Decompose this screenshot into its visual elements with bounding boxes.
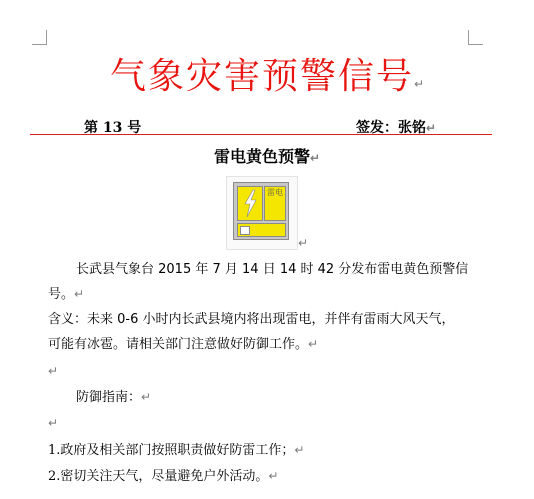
- meaning-line1: 含义：未来 0-6 小时内长武县境内将出现雷电，并伴有雷雨大风天气，: [48, 312, 455, 327]
- document-title-text: 气象灾害预警信号: [109, 56, 414, 97]
- issue-number: 第 13 号: [84, 120, 142, 136]
- red-divider: [30, 134, 492, 135]
- guide-item-1: [48, 439, 304, 462]
- guide-item-2: [48, 465, 278, 488]
- warning-title-text: 雷电黄色预警: [213, 147, 310, 166]
- paragraph-mark: ↵: [426, 121, 437, 135]
- paragraph-mark: ↵: [48, 364, 59, 378]
- page-corner-top-left: [32, 30, 47, 45]
- icon-footer-bar: [237, 223, 286, 237]
- lightning-yellow-warning-icon: [226, 176, 298, 250]
- paragraph-mark: ↵: [141, 390, 152, 404]
- warning-title: [0, 144, 534, 167]
- paragraph-mark: ↵: [309, 151, 321, 165]
- paragraph-mark: ↵: [298, 236, 309, 250]
- paragraph-mark: ↵: [294, 443, 305, 457]
- signer-text: 签发：张铭: [356, 120, 426, 136]
- paragraph-mark: ↵: [48, 416, 59, 430]
- release-statement-line1: 长武县气象台 2015 年 7 月 14 日 14 时 42 分发布雷电黄色预警信: [76, 262, 469, 277]
- empty-paragraph: [48, 360, 58, 383]
- paragraph-mark: ↵: [308, 337, 319, 351]
- paragraph-mark: ↵: [74, 287, 85, 301]
- icon-label: 雷电: [264, 186, 286, 221]
- paragraph-mark: ↵: [413, 77, 425, 91]
- guide-heading-text: 防御指南：: [76, 390, 142, 405]
- document-title: [0, 52, 534, 109]
- guide-item-text: 1.政府及相关部门按照职责做好防雷工作；: [48, 443, 295, 458]
- page-corner-top-right: [468, 30, 483, 45]
- meaning-line2-text: 可能有冰雹。请相关部门注意做好防御工作。: [48, 337, 309, 352]
- meaning-line2: [48, 333, 318, 356]
- guide-heading: [76, 386, 151, 409]
- release-line2-text: 号。: [48, 287, 75, 302]
- paragraph-mark: ↵: [268, 469, 279, 483]
- icon-frame: [233, 182, 289, 240]
- lightning-bolt-icon: [237, 186, 263, 221]
- empty-paragraph: [48, 412, 58, 435]
- guide-item-text: 2.密切关注天气，尽量避免户外活动。: [48, 469, 269, 484]
- release-statement-line2: [48, 283, 84, 306]
